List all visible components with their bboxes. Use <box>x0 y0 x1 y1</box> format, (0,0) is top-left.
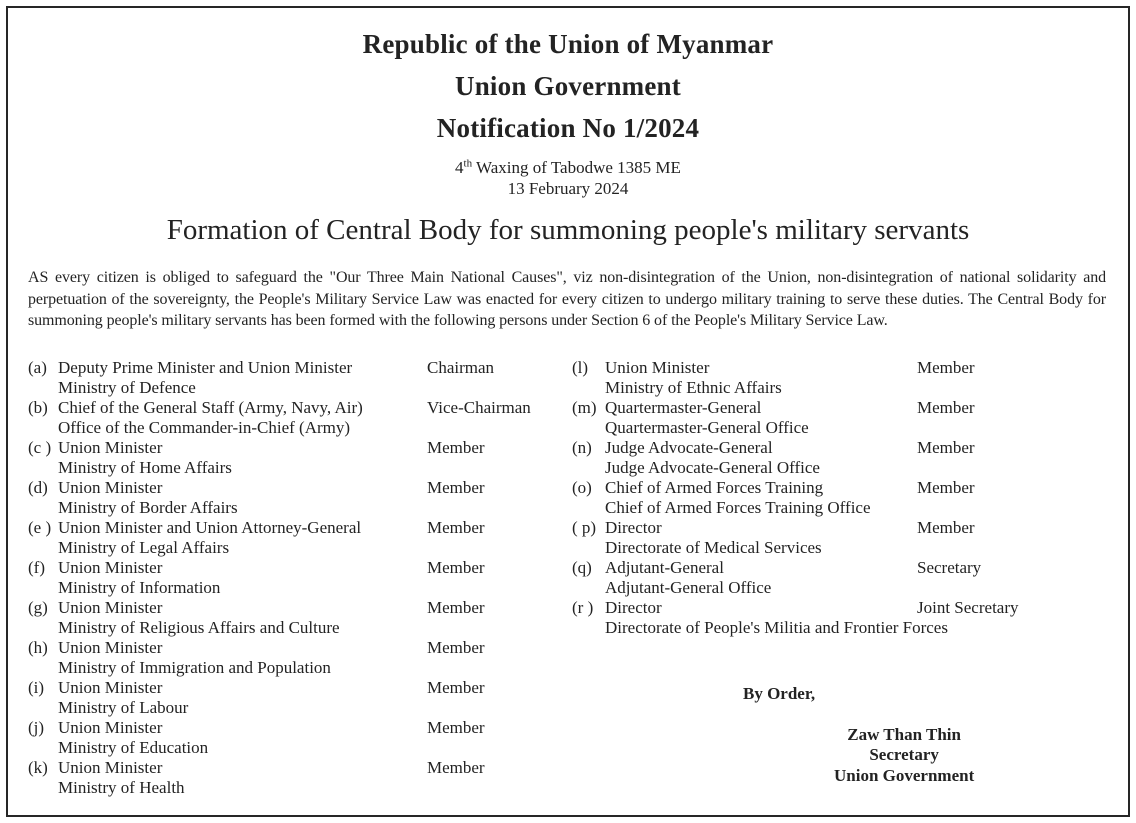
member-row <box>572 518 1128 558</box>
member-row <box>572 358 1128 398</box>
member-position: Union Minister <box>58 477 163 497</box>
issuing-body-title: Union Government <box>455 71 681 101</box>
member-index-label: (k) <box>28 757 48 777</box>
member-row <box>28 438 560 478</box>
member-office: Chief of Armed Forces Training Office <box>605 497 871 517</box>
member-index-label: (c ) <box>28 437 52 457</box>
member-position: Union Minister <box>58 597 163 617</box>
member-role: Chairman <box>427 357 495 377</box>
member-role: Member <box>427 437 485 457</box>
member-role: Member <box>427 637 485 657</box>
member-index-label: (f) <box>28 557 45 577</box>
member-index-label: (m) <box>572 397 597 417</box>
member-position: Chief of the General Staff (Army, Navy, Air) <box>58 397 363 417</box>
member-office: Quartermaster-General Office <box>605 417 809 437</box>
member-row <box>572 558 1128 598</box>
members-columns <box>8 358 1128 798</box>
member-row <box>572 478 1128 518</box>
member-role: Member <box>427 517 485 537</box>
member-role: Member <box>427 477 485 497</box>
date-rest: Waxing of Tabodwe 1385 ME <box>472 158 681 177</box>
members-column-left <box>28 358 560 798</box>
member-index-label: (o) <box>572 477 592 497</box>
member-role: Vice-Chairman <box>427 397 531 417</box>
member-office: Ministry of Labour <box>58 697 189 717</box>
date-day-number: 4 <box>455 158 464 177</box>
member-role: Member <box>427 557 485 577</box>
member-office: Adjutant-General Office <box>605 577 772 597</box>
member-office: Ministry of Legal Affairs <box>58 537 230 557</box>
member-position: Director <box>605 517 662 537</box>
signatory-title: Secretary <box>869 745 939 764</box>
member-office: Directorate of People's Militia and Frontier Forces <box>605 617 948 637</box>
member-position: Union Minister <box>58 437 163 457</box>
member-position: Union Minister and Union Attorney-General <box>58 517 362 537</box>
member-office: Ministry of Health <box>58 777 185 797</box>
member-position: Deputy Prime Minister and Union Minister <box>58 357 353 377</box>
preamble-paragraph: AS every citizen is obliged to safeguard the "Our Three Main National Causes", viz non-disintegration of the Union, non-disintegration of national solidarity and perpetuation of the sovereignty, the People's Military Service Law was enacted for every citizen to undergo military training to serve these duties. The Central Body for summoning people's military servants has been formed with the following persons under Section 6 of the People's Military Service Law. <box>28 269 1106 329</box>
member-role: Member <box>917 517 975 537</box>
member-row <box>28 678 560 718</box>
member-row <box>28 478 560 518</box>
member-index-label: (q) <box>572 557 592 577</box>
member-office: Ministry of Education <box>58 737 209 757</box>
member-position: Union Minister <box>58 637 163 657</box>
myanmar-calendar-date <box>8 157 1128 178</box>
member-position: Quartermaster-General <box>605 397 762 417</box>
member-row <box>28 758 560 798</box>
member-index-label: (l) <box>572 357 589 377</box>
member-index-label: (r ) <box>572 597 594 617</box>
member-office: Ministry of Defence <box>58 377 196 397</box>
notification-subject-title: Formation of Central Body for summoning people's military servants <box>166 214 970 246</box>
gregorian-date: 13 February 2024 <box>507 179 629 198</box>
member-index-label: (e ) <box>28 517 52 537</box>
member-role: Member <box>427 597 485 617</box>
member-index-label: (j) <box>28 717 45 737</box>
member-index-label: (n) <box>572 437 592 457</box>
closing-block <box>572 684 1128 787</box>
member-office: Office of the Commander-in-Chief (Army) <box>58 417 351 437</box>
member-position: Adjutant-General <box>605 557 724 577</box>
member-role: Member <box>917 437 975 457</box>
member-position: Union Minister <box>58 757 163 777</box>
member-role: Member <box>427 677 485 697</box>
document-border-frame <box>6 6 1130 817</box>
member-row <box>28 598 560 638</box>
member-role: Member <box>427 757 485 777</box>
member-row <box>28 718 560 758</box>
member-position: Chief of Armed Forces Training <box>605 477 824 497</box>
member-office: Ministry of Religious Affairs and Culture <box>58 617 340 637</box>
ordinal-suffix: th <box>463 157 473 170</box>
member-row <box>28 638 560 678</box>
notification-number: Notification No 1/2024 <box>436 113 700 143</box>
member-index-label: (g) <box>28 597 48 617</box>
by-order-line: By Order, <box>743 683 816 703</box>
member-row <box>28 518 560 558</box>
member-office: Judge Advocate-General Office <box>605 457 820 477</box>
member-role: Member <box>917 477 975 497</box>
member-index-label: (a) <box>28 357 47 377</box>
member-role: Member <box>427 717 485 737</box>
member-position: Union Minister <box>58 717 163 737</box>
member-position: Judge Advocate-General <box>605 437 773 457</box>
member-office: Ministry of Ethnic Affairs <box>605 377 782 397</box>
member-role: Member <box>917 397 975 417</box>
member-position: Union Minister <box>58 557 163 577</box>
member-position: Director <box>605 597 662 617</box>
date-block <box>8 157 1128 199</box>
member-index-label: (b) <box>28 397 48 417</box>
member-office: Ministry of Home Affairs <box>58 457 232 477</box>
member-office: Directorate of Medical Services <box>605 537 822 557</box>
member-office: Ministry of Border Affairs <box>58 497 238 517</box>
members-column-right <box>572 358 1128 798</box>
member-role: Member <box>917 357 975 377</box>
country-title: Republic of the Union of Myanmar <box>362 29 774 59</box>
member-index-label: ( p) <box>572 517 597 537</box>
signature-block <box>834 725 974 787</box>
member-row <box>28 358 560 398</box>
member-role: Joint Secretary <box>917 597 1019 617</box>
members-list-right <box>572 358 1128 638</box>
member-row <box>28 558 560 598</box>
signatory-organization: Union Government <box>834 765 975 785</box>
signatory-name: Zaw Than Thin <box>847 724 961 744</box>
member-index-label: (d) <box>28 477 48 497</box>
member-office: Ministry of Information <box>58 577 221 597</box>
member-position: Union Minister <box>58 677 163 697</box>
member-role: Secretary <box>917 557 982 577</box>
member-row <box>572 598 1128 638</box>
member-row <box>572 438 1128 478</box>
member-position: Union Minister <box>605 357 710 377</box>
member-index-label: (i) <box>28 677 45 697</box>
member-row <box>572 398 1128 438</box>
member-office: Ministry of Immigration and Population <box>58 657 331 677</box>
document-header <box>8 8 1128 149</box>
member-row <box>28 398 560 438</box>
member-index-label: (h) <box>28 637 48 657</box>
